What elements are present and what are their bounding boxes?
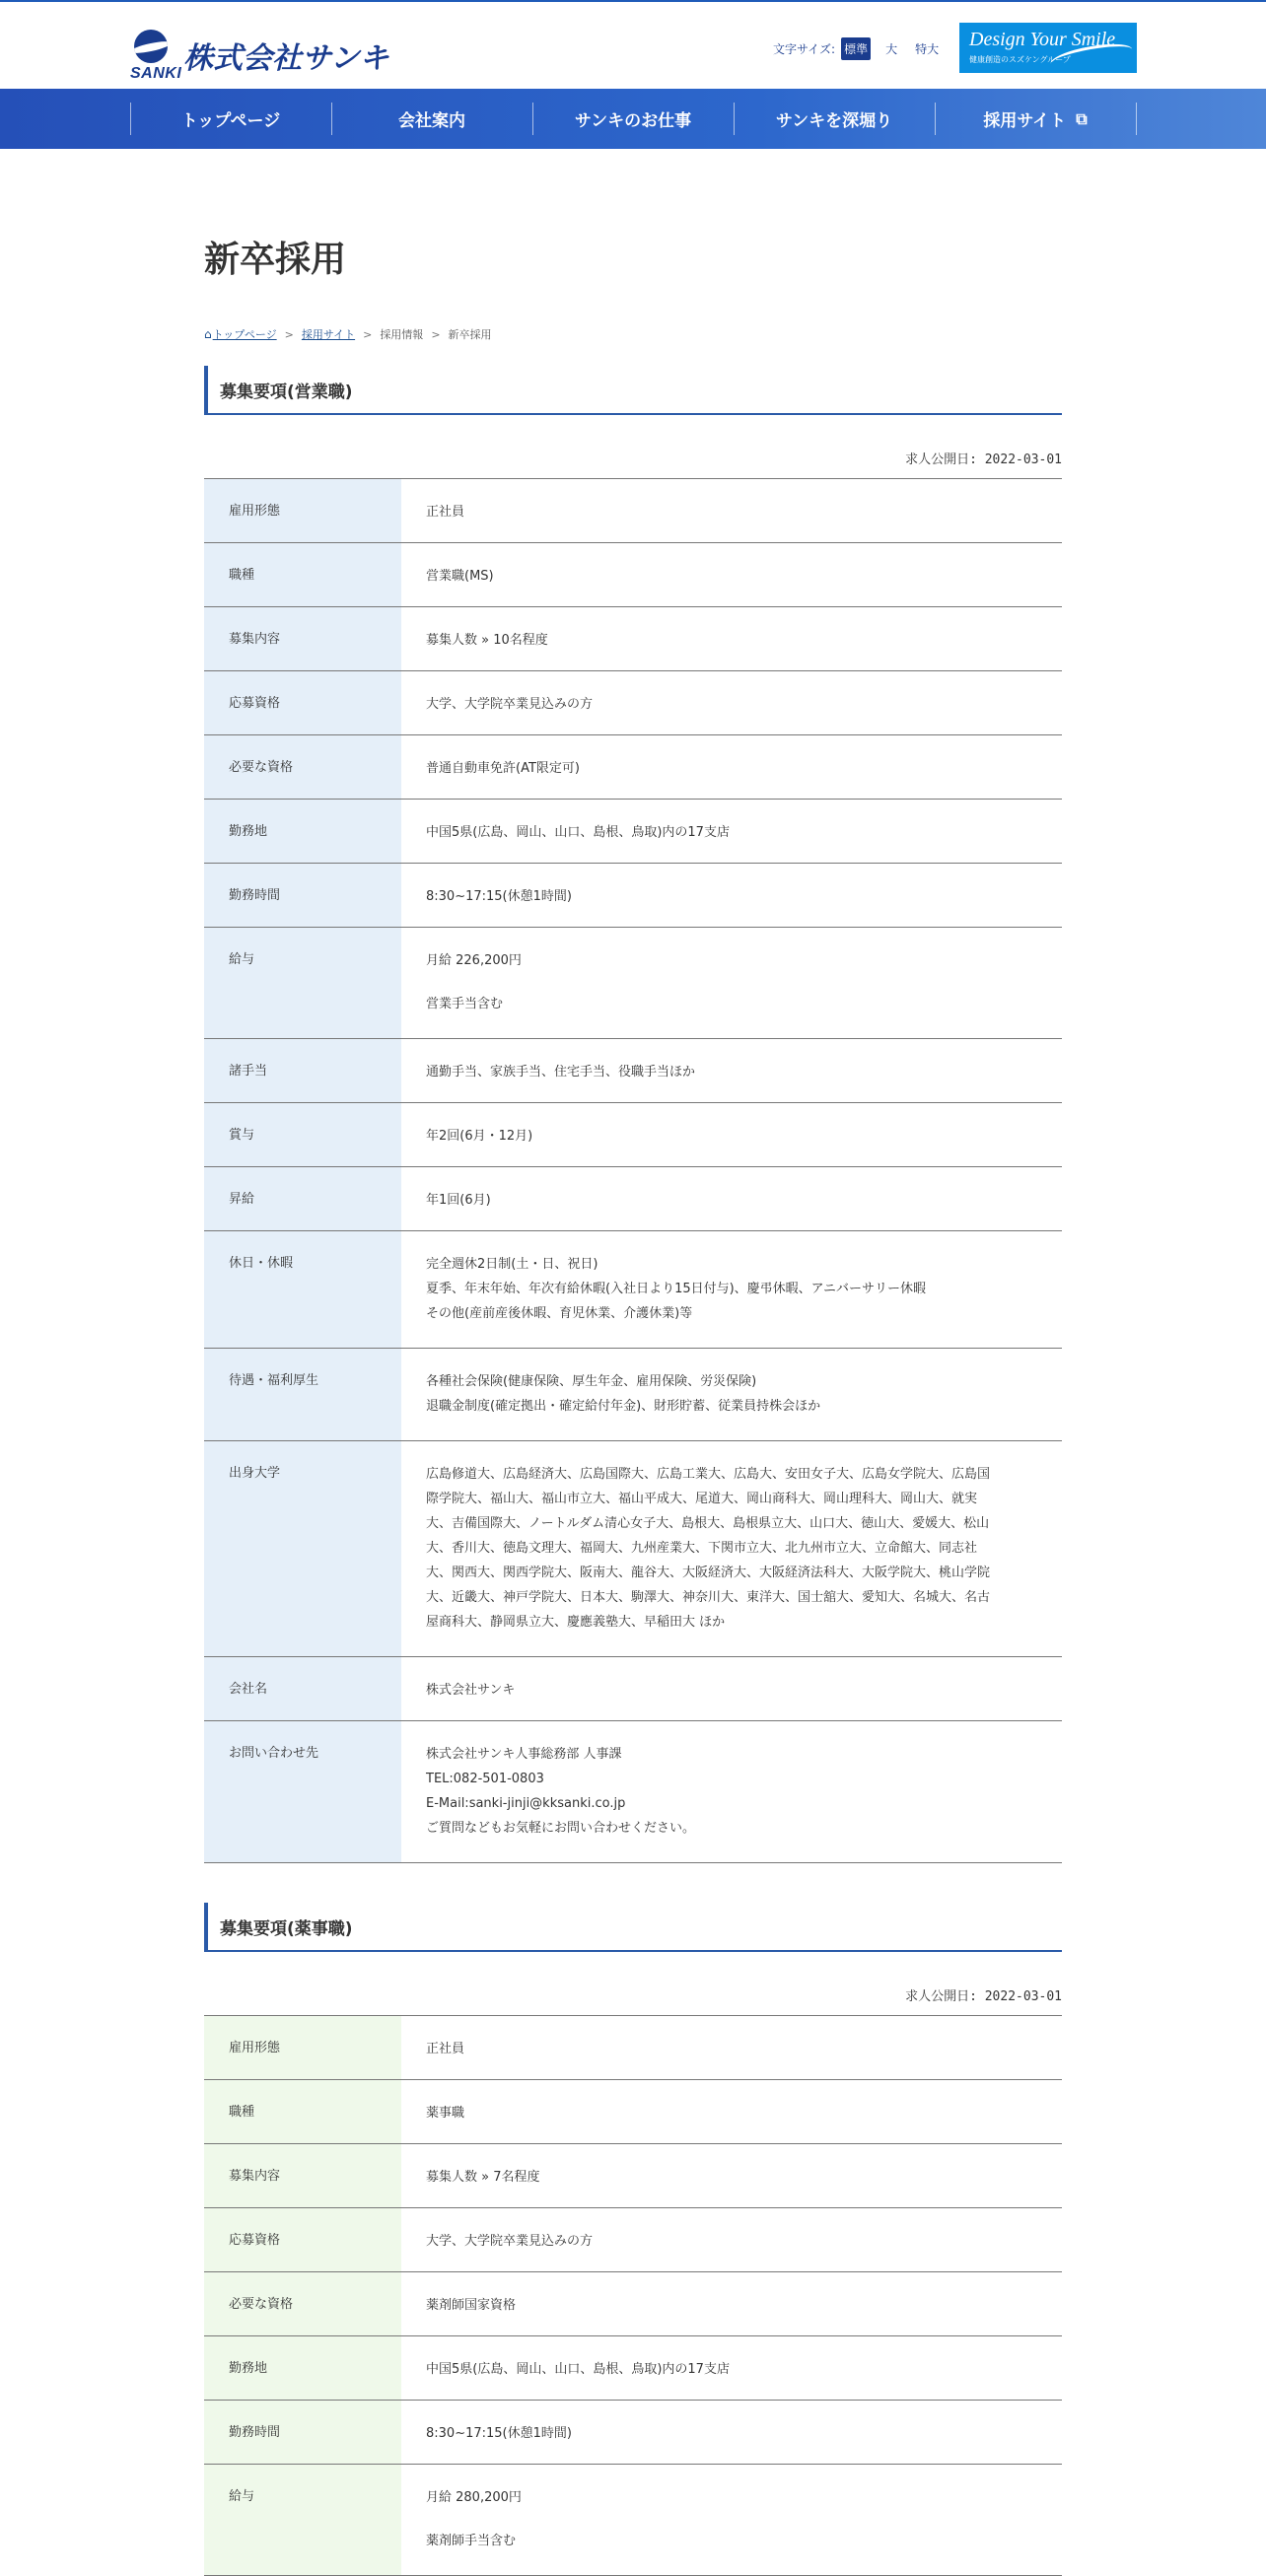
- nav-label: サンキを深堀り: [775, 111, 893, 131]
- row-label: 雇用形態: [204, 479, 401, 543]
- table-row: [204, 1657, 1062, 1721]
- row-value: [401, 800, 1062, 864]
- row-value-line: 月給 226,200円: [426, 953, 522, 968]
- row-label: 昇給: [204, 1167, 401, 1231]
- nav-label: トップページ: [180, 111, 281, 131]
- row-value-line: [426, 2510, 1037, 2529]
- table-row: [204, 1721, 1062, 1863]
- requirements-table: [204, 478, 1062, 1863]
- table-row: [204, 800, 1062, 864]
- row-value: [401, 2208, 1062, 2272]
- row-label: 給与: [204, 2465, 401, 2576]
- row-value-line: 屋商科大、静岡県立大、慶應義塾大、早稲田大 ほか: [426, 1615, 726, 1630]
- breadcrumb: [204, 326, 1062, 342]
- nav-label: サンキのお仕事: [574, 111, 692, 131]
- row-value: [401, 2465, 1062, 2576]
- row-value: [401, 2336, 1062, 2401]
- global-nav: [0, 89, 1266, 149]
- table-row: [204, 479, 1062, 543]
- requirements-table: [204, 2015, 1062, 2576]
- row-value-line: 各種社会保険(健康保険、厚生年金、雇用保険、労災保険): [426, 1374, 757, 1389]
- row-value: [401, 671, 1062, 735]
- row-value: [401, 864, 1062, 928]
- row-value-line: 薬事職: [426, 2106, 465, 2121]
- breadcrumb-separator: >: [363, 327, 373, 341]
- table-row: [204, 543, 1062, 607]
- row-value-line: 夏季、年末年始、年次有給休暇(入社日より15日付与)、慶弔休暇、アニバーサリー休暇: [426, 1282, 927, 1296]
- font-size-xlarge-button[interactable]: 特大: [915, 42, 940, 56]
- banner-title: Design Your Smile: [969, 29, 1116, 50]
- table-row: [204, 1039, 1062, 1103]
- design-your-smile-banner[interactable]: [959, 23, 1137, 73]
- publish-date: 求人公開日: 2022-03-01: [905, 453, 1062, 467]
- publish-date: 求人公開日: 2022-03-01: [905, 1989, 1062, 2004]
- row-value: [401, 1039, 1062, 1103]
- row-value-line: 通勤手当、家族手当、住宅手当、役職手当ほか: [426, 1065, 696, 1079]
- main-content: [204, 149, 1062, 2576]
- font-size-switcher: [773, 37, 942, 60]
- row-value: [401, 735, 1062, 800]
- table-row: [204, 2208, 1062, 2272]
- table-row: [204, 2080, 1062, 2144]
- nav-item-deep-dive[interactable]: [735, 103, 936, 135]
- table-row: [204, 1103, 1062, 1167]
- row-value-line: 際学院大、福山大、福山市立大、福山平成大、尾道大、岡山商科大、岡山理科大、岡山大、就実: [426, 1492, 978, 1506]
- row-value-line: 8:30~17:15(休憩1時間): [426, 889, 572, 904]
- row-value: [401, 479, 1062, 543]
- row-value-line: 薬剤師国家資格: [426, 2298, 517, 2313]
- row-label: 勤務時間: [204, 2401, 401, 2465]
- section-title: 募集要項(営業職): [204, 366, 1062, 415]
- table-row: [204, 2272, 1062, 2336]
- row-value-line: 広島修道大、広島経済大、広島国際大、広島工業大、広島大、安田女子大、広島女学院大、広島国: [426, 1467, 991, 1482]
- row-label: 待遇・福利厚生: [204, 1349, 401, 1441]
- table-row: [204, 2401, 1062, 2465]
- row-value-line: 株式会社サンキ: [426, 1683, 516, 1698]
- logo-mark-icon: [134, 30, 168, 63]
- table-row: [204, 928, 1062, 1039]
- table-row: [204, 1441, 1062, 1657]
- logo-text-jp: 株式会社サンキ: [183, 41, 389, 76]
- external-link-icon: ⧉: [1076, 108, 1088, 128]
- row-value: [401, 543, 1062, 607]
- table-row: [204, 1349, 1062, 1441]
- row-value-line: 大学、大学院卒業見込みの方: [426, 697, 594, 712]
- row-value-line: [426, 973, 1037, 992]
- row-value-line: 大、近畿大、神戸学院大、日本大、駒澤大、神奈川大、東洋大、国士舘大、愛知大、名城大、名古: [426, 1590, 991, 1605]
- row-label: 勤務時間: [204, 864, 401, 928]
- row-value: [401, 1657, 1062, 1721]
- row-value-line: 完全週休2日制(土・日、祝日): [426, 1257, 598, 1272]
- row-value: [401, 1103, 1062, 1167]
- row-value-line: ご質問などもお気軽にお問い合わせください。: [426, 1821, 696, 1836]
- row-value-line: 正社員: [426, 2042, 465, 2056]
- row-value-line: TEL:082-501-0803: [426, 1772, 544, 1786]
- row-value-line: 年2回(6月・12月): [426, 1129, 533, 1144]
- site-logo[interactable]: [130, 28, 389, 82]
- nav-item-top[interactable]: [131, 103, 332, 135]
- row-value: [401, 2144, 1062, 2208]
- row-value-line: 営業手当含む: [426, 997, 504, 1011]
- row-label: 勤務地: [204, 2336, 401, 2401]
- row-value: [401, 1721, 1062, 1863]
- table-row: [204, 2336, 1062, 2401]
- row-label: 休日・休暇: [204, 1231, 401, 1349]
- row-label: お問い合わせ先: [204, 1721, 401, 1863]
- nav-label: 採用サイト: [983, 111, 1067, 131]
- home-icon: ⌂: [204, 327, 212, 341]
- row-label: 必要な資格: [204, 2272, 401, 2336]
- nav-item-company[interactable]: [332, 103, 533, 135]
- row-label: 募集内容: [204, 2144, 401, 2208]
- row-label: 諸手当: [204, 1039, 401, 1103]
- row-label: 職種: [204, 543, 401, 607]
- table-row: [204, 607, 1062, 671]
- row-value: [401, 1349, 1062, 1441]
- row-label: 応募資格: [204, 2208, 401, 2272]
- row-label: 賞与: [204, 1103, 401, 1167]
- row-value-line: 大学、大学院卒業見込みの方: [426, 2234, 594, 2249]
- row-label: 勤務地: [204, 800, 401, 864]
- font-size-large-button[interactable]: 大: [885, 42, 898, 56]
- breadcrumb-current: 新卒採用: [448, 328, 492, 341]
- row-value: [401, 1167, 1062, 1231]
- row-value-line: 退職金制度(確定拠出・確定給付年金)、財形貯蓄、従業員持株会ほか: [426, 1399, 821, 1414]
- table-row: [204, 2144, 1062, 2208]
- row-value-line: 8:30~17:15(休憩1時間): [426, 2426, 572, 2441]
- requirements-sales: [204, 366, 1062, 1863]
- breadcrumb-recruit-info: 採用情報: [380, 328, 424, 341]
- banner-subtitle: 健康創造のスズケングループ: [969, 55, 1071, 64]
- table-row: [204, 671, 1062, 735]
- nav-item-work[interactable]: [533, 103, 735, 135]
- row-label: 出身大学: [204, 1441, 401, 1657]
- row-value: [401, 2401, 1062, 2465]
- row-value-line: 株式会社サンキ人事総務部 人事課: [426, 1747, 622, 1762]
- row-value-line: 中国5県(広島、岡山、山口、島根、鳥取)内の17支店: [426, 825, 730, 840]
- row-label: 給与: [204, 928, 401, 1039]
- breadcrumb-top-link[interactable]: トップページ: [212, 328, 277, 341]
- row-value-line: 大、関西大、関西学院大、阪南大、龍谷大、大阪経済大、大阪経済法科大、大阪学院大、桃山学院: [426, 1566, 991, 1580]
- table-row: [204, 735, 1062, 800]
- row-label: 応募資格: [204, 671, 401, 735]
- row-value-line: 中国5県(広島、岡山、山口、島根、鳥取)内の17支店: [426, 2362, 730, 2377]
- row-value-line: 月給 280,200円: [426, 2490, 522, 2505]
- row-value-line: 営業職(MS): [426, 569, 494, 584]
- breadcrumb-recruit-link[interactable]: 採用サイト: [301, 328, 356, 341]
- row-value-line: 年1回(6月): [426, 1193, 491, 1208]
- breadcrumb-separator: >: [431, 327, 441, 341]
- page-title: 新卒採用: [204, 240, 347, 280]
- breadcrumb-separator: >: [284, 327, 294, 341]
- row-value-line: 普通自動車免許(AT限定可): [426, 761, 580, 776]
- row-value-line: その他(産前産後休暇、育児休業、介護休業)等: [426, 1306, 693, 1321]
- row-value-line: E-Mail:sanki-jinji@kksanki.co.jp: [426, 1796, 626, 1811]
- nav-label: 会社案内: [398, 111, 465, 131]
- table-row: [204, 2016, 1062, 2080]
- row-value: [401, 1231, 1062, 1349]
- row-label: 職種: [204, 2080, 401, 2144]
- row-value-line: 募集人数 » 7名程度: [426, 2170, 540, 2185]
- row-value-line: 募集人数 » 10名程度: [426, 633, 548, 648]
- row-value-line: 正社員: [426, 505, 465, 520]
- nav-item-recruit-site[interactable]: [936, 103, 1137, 135]
- section-title: 募集要項(薬事職): [204, 1903, 1062, 1952]
- row-value: [401, 1441, 1062, 1657]
- row-value: [401, 2016, 1062, 2080]
- row-label: 会社名: [204, 1657, 401, 1721]
- requirements-pharma: [204, 1903, 1062, 2576]
- row-label: 必要な資格: [204, 735, 401, 800]
- table-row: [204, 1167, 1062, 1231]
- row-value-line: 大、香川大、徳島文理大、福岡大、九州産業大、下関市立大、北九州市立大、立命館大、同志社: [426, 1541, 978, 1556]
- table-row: [204, 1231, 1062, 1349]
- row-value-line: 大、吉備国際大、ノートルダム清心女子大、島根大、島根県立大、山口大、徳山大、愛媛大、松山: [426, 1516, 990, 1531]
- site-header: [0, 2, 1266, 89]
- row-value: [401, 928, 1062, 1039]
- row-value: [401, 2272, 1062, 2336]
- table-row: [204, 864, 1062, 928]
- font-size-label: 文字サイズ:: [773, 42, 836, 56]
- row-label: 雇用形態: [204, 2016, 401, 2080]
- font-size-standard-button[interactable]: 標準: [841, 37, 871, 60]
- row-label: 募集内容: [204, 607, 401, 671]
- row-value: [401, 2080, 1062, 2144]
- row-value: [401, 607, 1062, 671]
- table-row: [204, 2465, 1062, 2576]
- logo-text-en: SANKI: [130, 65, 182, 82]
- row-value-line: 薬剤師手当含む: [426, 2534, 517, 2548]
